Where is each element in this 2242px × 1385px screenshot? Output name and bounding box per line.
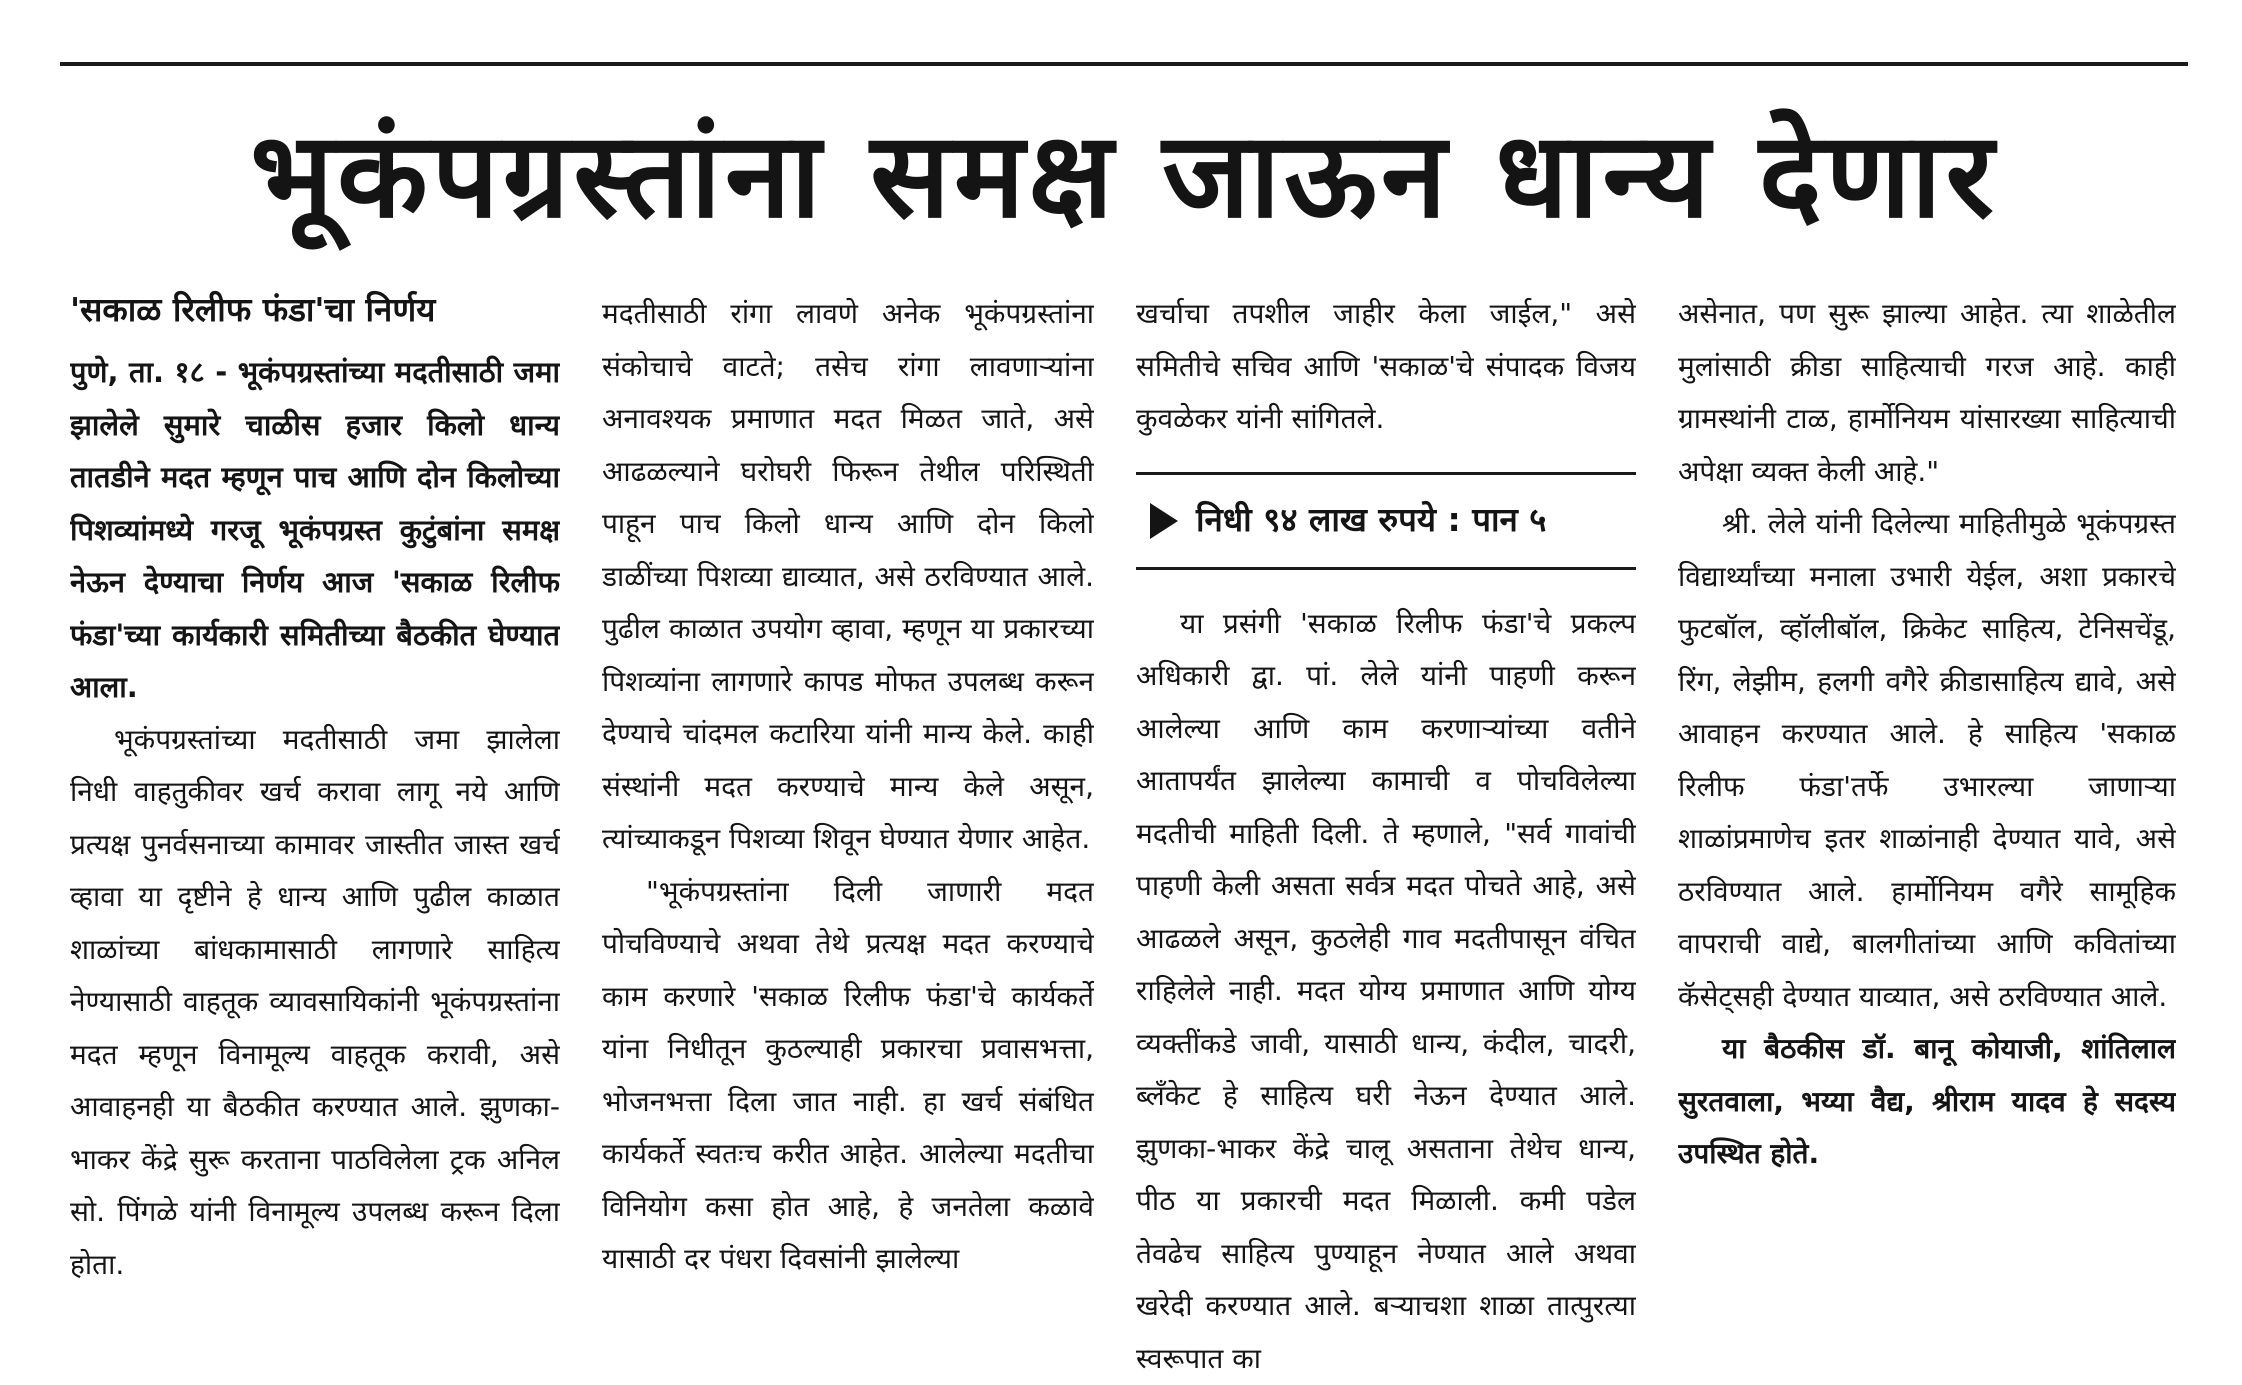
reference-box: [1136, 472, 1636, 570]
body-paragraph: श्री. लेले यांनी दिलेल्या माहितीमुळे भूकंपग्रस्त विद्यार्थ्यांच्या मनाला उभारी येईल, अशा प्रकारचे फुटबॉल, व्हॉलीबॉल, क्रिकेट साहित्य, टेनिसचेंडू, रिंग, लेझीम, हलगी वगैरे क्रीडासाहित्य द्यावे, असे आवाहन करण्यात आले. हे साहित्य 'सकाळ रिलीफ फंडा'तर्फे उभारल्या जाणाऱ्या शाळांप्रमाणेच इतर शाळांनाही देण्यात यावे, असे ठरविण्यात आले. हार्मोनियम वगैरे सामूहिक वापराची वाद्ये, बालगीतांच्या आणि कवितांच्या कॅसेट्सही देण्यात याव्यात, असे ठरविण्यात आले.: [1678, 498, 2176, 1023]
column-3: [1136, 288, 1636, 1385]
lead-paragraph: पुणे, ता. १८ - भूकंपग्रस्तांच्या मदतीसाठी जमा झालेले सुमारे चाळीस हजार किलो धान्य तातडीने मदत म्हणून पाच आणि दोन किलोच्या पिशव्यांमध्ये गरजू भूकंपग्रस्त कुटुंबांना समक्ष नेऊन देण्याचा निर्णय आज 'सकाळ रिलीफ फंडा'च्या कार्यकारी समितीच्या बैठकीत घेण्यात आला.: [70, 346, 560, 714]
attendees-paragraph: या बैठकीस डॉ. बानू कोयाजी, शांतिलाल सुरतवाला, भय्या वैद्य, श्रीराम यादव हे सदस्य उपस्थित होते.: [1678, 1023, 2176, 1181]
triangle-arrow-icon: [1150, 503, 1178, 539]
body-paragraph: मदतीसाठी रांगा लावणे अनेक भूकंपग्रस्तांना संकोचाचे वाटते; तसेच रांगा लावणाऱ्यांना अनावश्यक प्रमाणात मदत मिळत जाते, असे आढळल्याने घरोघरी फिरून तेथील परिस्थिती पाहून पाच किलो धान्य आणि दोन किलो डाळींच्या पिशव्या द्याव्यात, असे ठरविण्यात आले. पुढील काळात उपयोग व्हावा, म्हणून या प्रकारच्या पिशव्यांना लागणारे कापड मोफत उपलब्ध करून देण्याचे चांदमल कटारिया यांनी मान्य केले. काही संस्थांनी मदत करण्याचे मान्य केले असून, त्यांच्याकडून पिशव्या शिवून घेण्यात येणार आहेत.: [602, 288, 1094, 866]
body-paragraph: "भूकंपग्रस्तांना दिली जाणारी मदत पोचविण्याचे अथवा तेथे प्रत्यक्ष मदत करण्याचे काम करणारे 'सकाळ रिलीफ फंडा'चे कार्यकर्ते यांना निधीतून कुठल्याही प्रकारचा प्रवासभत्ता, भोजनभत्ता दिला जात नाही. हा खर्च संबंधित कार्यकर्ते स्वतःच करीत आहेत. आलेल्या मदतीचा विनियोग कसा होत आहे, हे जनतेला कळावे यासाठी दर पंधरा दिवसांनी झालेल्या: [602, 866, 1094, 1286]
reference-box-text: निधी ९४ लाख रुपये : पान ५: [1196, 494, 1546, 547]
column-1: [70, 280, 560, 1291]
subheadline: 'सकाळ रिलीफ फंडा'चा निर्णय: [70, 280, 560, 340]
body-paragraph: खर्चाचा तपशील जाहीर केला जाईल," असे समितीचे सचिव आणि 'सकाळ'चे संपादक विजय कुवळेकर यांनी सांगितले.: [1136, 288, 1636, 446]
body-paragraph: भूकंपग्रस्तांच्या मदतीसाठी जमा झालेला निधी वाहतुकीवर खर्च करावा लागू नये आणि प्रत्यक्ष पुनर्वसनाच्या कामावर जास्तीत जास्त खर्च व्हावा या दृष्टीने हे धान्य आणि पुढील काळात शाळांच्या बांधकामासाठी लागणारे साहित्य नेण्यासाठी वाहतूक व्यावसायिकांनी भूकंपग्रस्तांना मदत म्हणून विनामूल्य वाहतूक करावी, असे आवाहनही या बैठकीत करण्यात आले. झुणका-भाकर केंद्रे सुरू करताना पाठविलेला ट्रक अनिल सो. पिंगळे यांनी विनामूल्य उपलब्ध करून दिला होता.: [70, 714, 560, 1292]
body-paragraph: असेनात, पण सुरू झाल्या आहेत. त्या शाळेतील मुलांसाठी क्रीडा साहित्याची गरज आहे. काही ग्रामस्थांनी टाळ, हार्मोनियम यांसारख्या साहित्याची अपेक्षा व्यक्त केली आहे.": [1678, 288, 2176, 498]
column-4: [1678, 288, 2176, 1181]
top-rule: [60, 62, 2188, 66]
column-2: [602, 288, 1094, 1286]
headline: भूकंपग्रस्तांना समक्ष जाऊन धान्य देणार: [60, 100, 2188, 250]
body-paragraph: या प्रसंगी 'सकाळ रिलीफ फंडा'चे प्रकल्प अधिकारी द्वा. पां. लेले यांनी पाहणी करून आलेल्या आणि काम करणाऱ्यांच्या वतीने आतापर्यंत झालेल्या कामाची व पोचविलेल्या मदतीची माहिती दिली. ते म्हणाले, "सर्व गावांची पाहणी केली असता सर्वत्र मदत पोचते आहे, असे आढळले असून, कुठलेही गाव मदतीपासून वंचित राहिलेले नाही. मदत योग्य प्रमाणात आणि योग्य व्यक्तींकडे जावी, यासाठी धान्य, कंदील, चादरी, ब्लँकेट हे साहित्य घरी नेऊन देण्यात आले. झुणका-भाकर केंद्रे चालू असताना तेथेच धान्य, पीठ या प्रकारची मदत मिळाली. कमी पडेल तेवढेच साहित्य पुण्याहून नेण्यात आले अथवा खरेदी करण्यात आले. बऱ्याचशा शाळा तात्पुरत्या स्वरूपात का: [1136, 598, 1636, 1385]
